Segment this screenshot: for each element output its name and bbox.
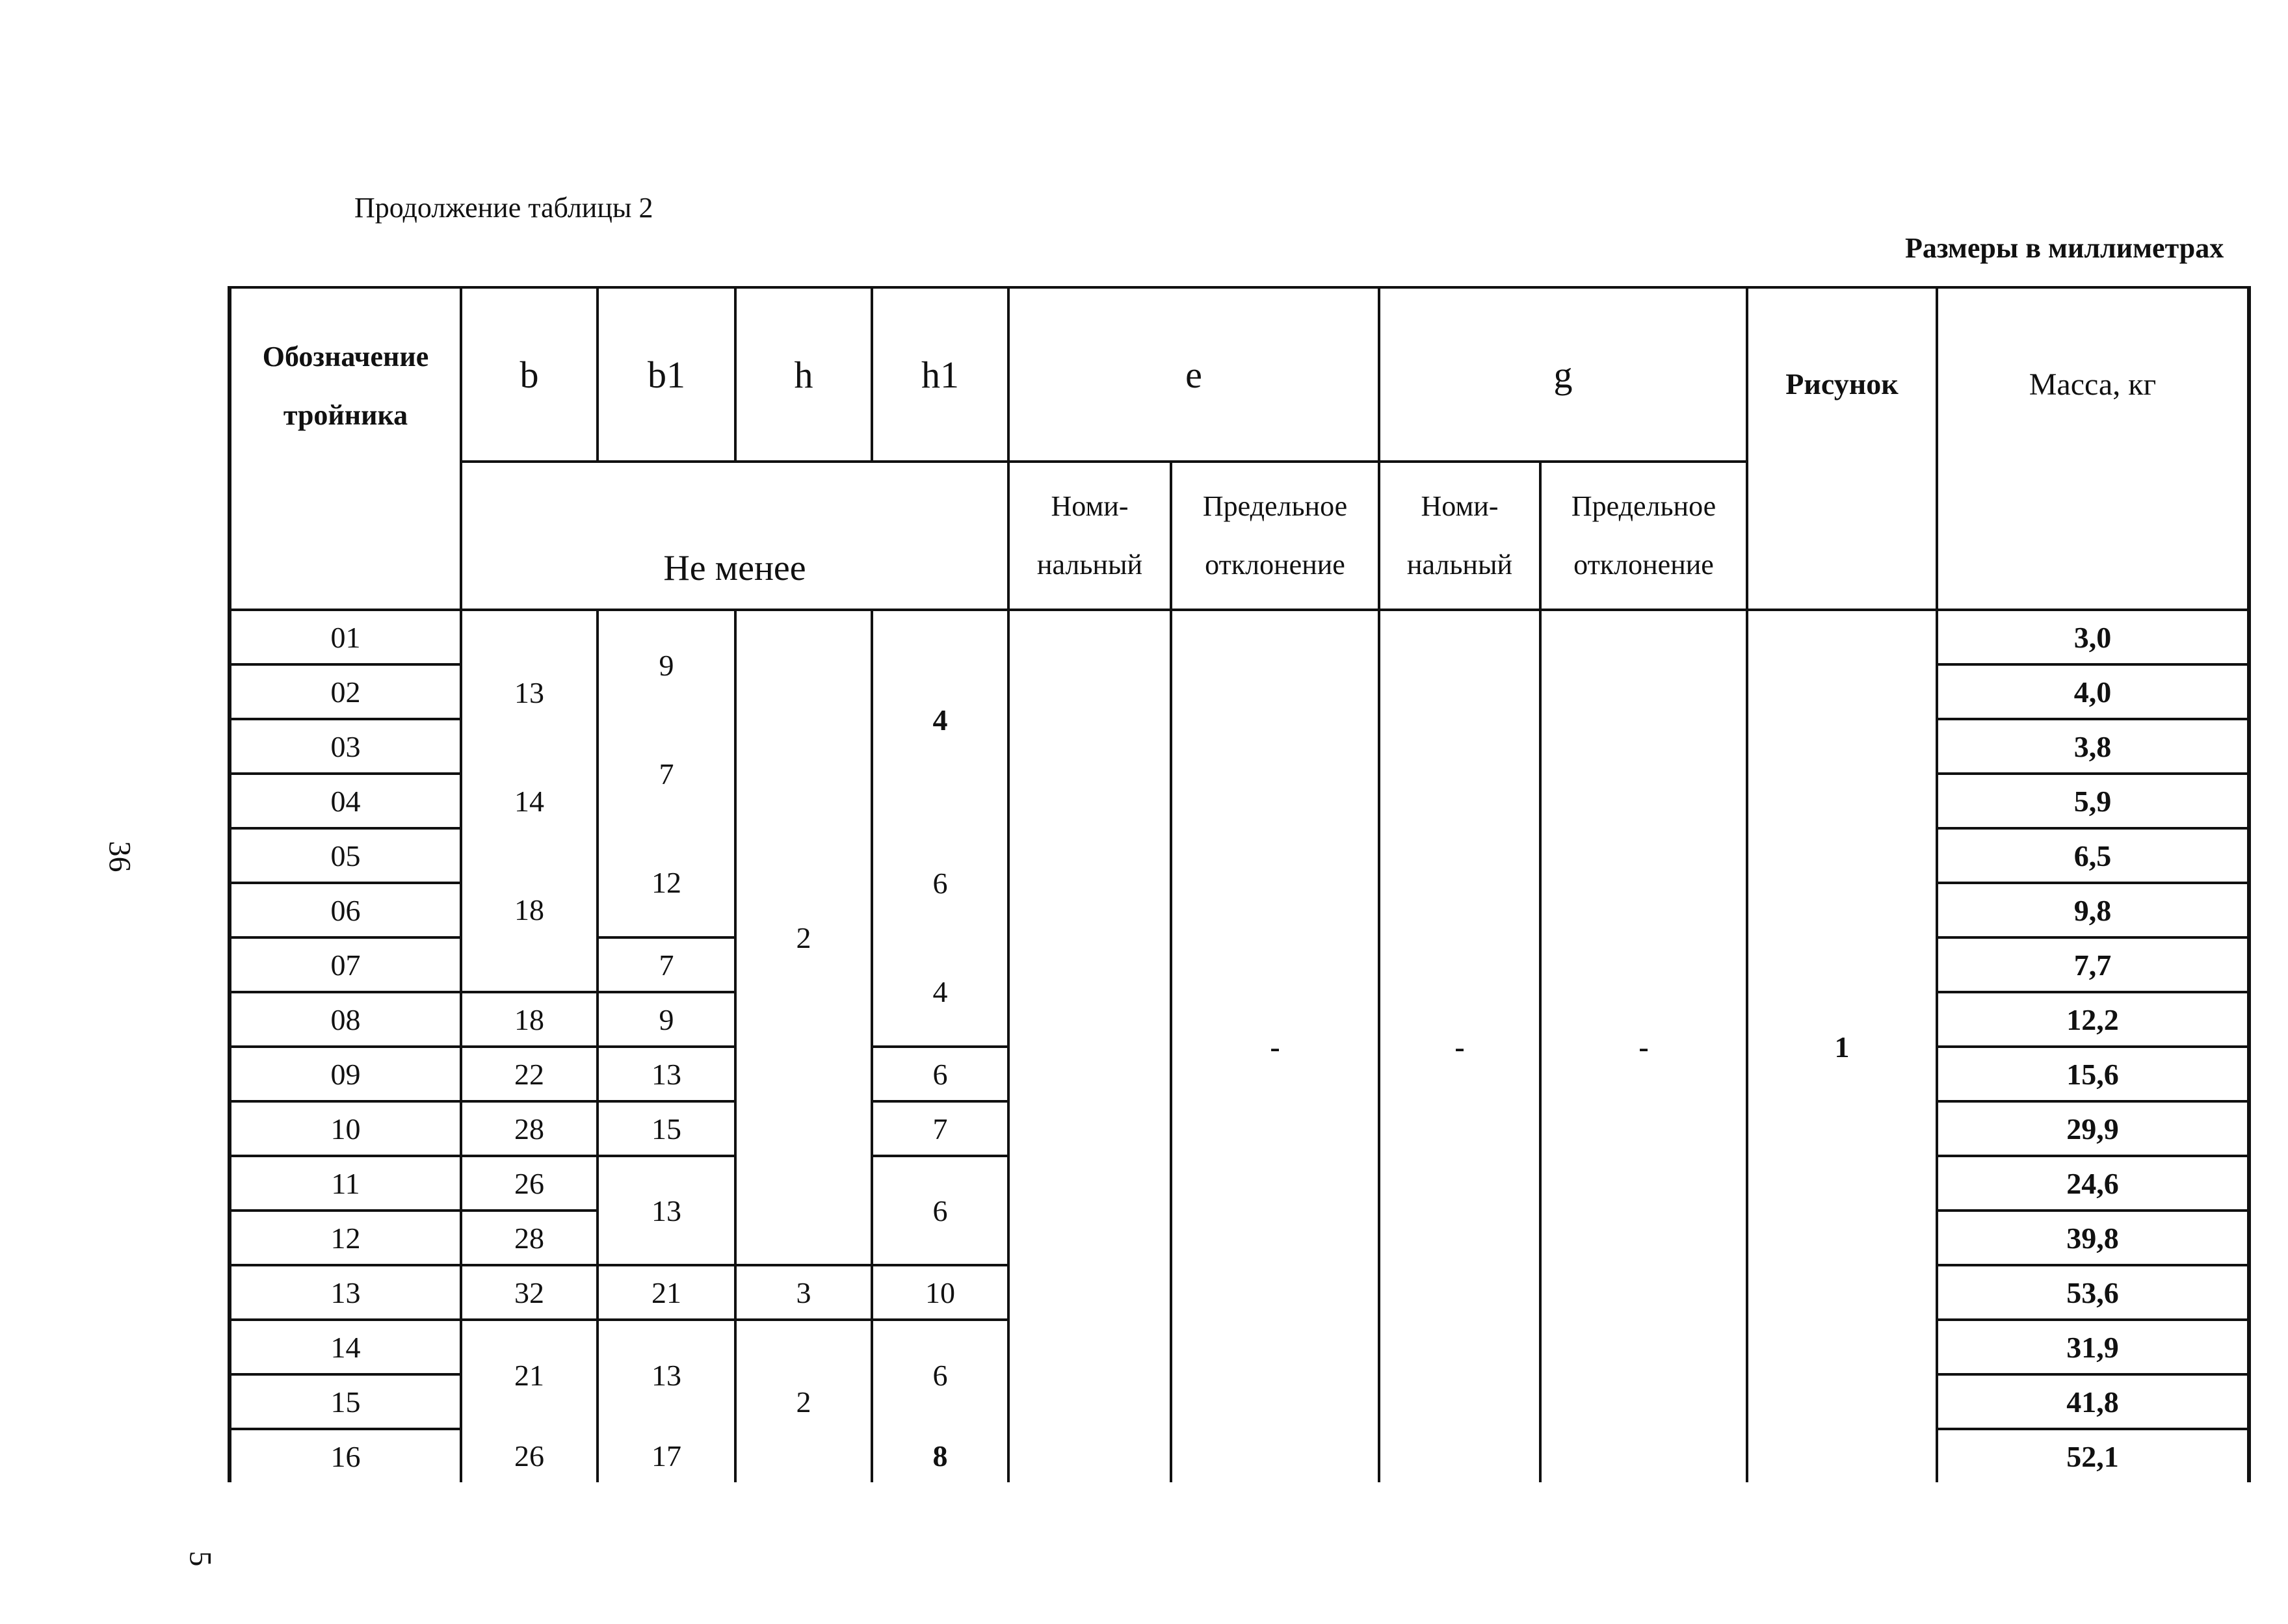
- mass-cell: 3,0: [1937, 610, 2249, 664]
- header-g-tolerance: Предельное отклонение: [1540, 462, 1747, 610]
- b-cell: 28: [461, 1101, 598, 1156]
- header-b1: b1: [598, 287, 735, 462]
- mass-cell: 41,8: [1937, 1374, 2249, 1429]
- b1-cell: 9: [598, 992, 735, 1047]
- b1-cell: 13: [598, 1320, 735, 1429]
- b1-cell: 7: [598, 719, 735, 828]
- mass-cell: 53,6: [1937, 1265, 2249, 1320]
- page-number: 36: [102, 841, 137, 872]
- h1-cell: 7: [872, 1101, 1008, 1156]
- g-nominal-cell: -: [1379, 610, 1540, 1482]
- h1-cell: 8: [872, 1429, 1008, 1482]
- mass-cell: 12,2: [1937, 992, 2249, 1047]
- dimensions-table: [228, 286, 2251, 1482]
- h-cell: 2: [735, 1320, 872, 1482]
- designation-cell: 08: [230, 992, 461, 1047]
- designation-cell: 14: [230, 1320, 461, 1374]
- b1-cell: 12: [598, 828, 735, 937]
- designation-cell: 09: [230, 1047, 461, 1101]
- b-cell: 26: [461, 1429, 598, 1482]
- designation-cell: 12: [230, 1211, 461, 1265]
- mass-cell: 31,9: [1937, 1320, 2249, 1374]
- b-cell: 22: [461, 1047, 598, 1101]
- designation-cell: 06: [230, 883, 461, 937]
- designation-cell: 11: [230, 1156, 461, 1211]
- designation-cell: 01: [230, 610, 461, 664]
- b1-cell: 9: [598, 610, 735, 719]
- header-mass: Масса, кг: [1937, 287, 2249, 610]
- h1-cell: 10: [872, 1265, 1008, 1320]
- b-cell: 14: [461, 774, 598, 828]
- figure-cell: 1: [1747, 610, 1937, 1482]
- h-cell: 2: [735, 610, 872, 1265]
- designation-cell: 03: [230, 719, 461, 774]
- header-not-less: Не менее: [461, 462, 1008, 610]
- h1-cell: 6: [872, 1047, 1008, 1101]
- b-cell: 13: [461, 610, 598, 774]
- b1-cell: 13: [598, 1047, 735, 1101]
- mass-cell: 29,9: [1937, 1101, 2249, 1156]
- page-mark: 5: [183, 1551, 218, 1567]
- b1-cell: 7: [598, 937, 735, 992]
- mass-cell: 6,5: [1937, 828, 2249, 883]
- header-e: e: [1008, 287, 1379, 462]
- g-tolerance-cell: -: [1540, 610, 1747, 1482]
- h1-cell: 4: [872, 610, 1008, 828]
- b-cell: 32: [461, 1265, 598, 1320]
- b-cell: 26: [461, 1156, 598, 1211]
- units-caption: Размеры в миллиметрах: [1905, 232, 2224, 264]
- b1-cell: 15: [598, 1101, 735, 1156]
- h1-cell: 6: [872, 1320, 1008, 1429]
- mass-cell: 52,1: [1937, 1429, 2249, 1482]
- b1-cell: 17: [598, 1429, 735, 1482]
- header-e-nominal: Номи-нальный: [1008, 462, 1171, 610]
- designation-cell: 02: [230, 664, 461, 719]
- h1-cell: 4: [872, 937, 1008, 1047]
- b1-cell: 13: [598, 1156, 735, 1265]
- header-h: h: [735, 287, 872, 462]
- mass-cell: 7,7: [1937, 937, 2249, 992]
- b-cell: 21: [461, 1320, 598, 1429]
- mass-cell: 3,8: [1937, 719, 2249, 774]
- table-continuation-caption: Продолжение таблицы 2: [354, 192, 653, 224]
- b-cell: 28: [461, 1211, 598, 1265]
- header-g-nominal: Номи-нальный: [1379, 462, 1540, 610]
- designation-cell: 05: [230, 828, 461, 883]
- designation-cell: 07: [230, 937, 461, 992]
- h1-cell: 6: [872, 1156, 1008, 1265]
- designation-cell: 04: [230, 774, 461, 828]
- designation-cell: 13: [230, 1265, 461, 1320]
- header-e-tolerance: Предельное отклонение: [1171, 462, 1379, 610]
- e-nominal-cell: [1008, 610, 1171, 1482]
- header-designation: Обозначение тройника: [230, 287, 461, 610]
- header-h1: h1: [872, 287, 1008, 462]
- mass-cell: 5,9: [1937, 774, 2249, 828]
- mass-cell: 24,6: [1937, 1156, 2249, 1211]
- header-g: g: [1379, 287, 1747, 462]
- designation-cell: 10: [230, 1101, 461, 1156]
- b1-cell: 21: [598, 1265, 735, 1320]
- header-b: b: [461, 287, 598, 462]
- mass-cell: 39,8: [1937, 1211, 2249, 1265]
- mass-cell: 9,8: [1937, 883, 2249, 937]
- e-tolerance-cell: -: [1171, 610, 1379, 1482]
- b-cell: 18: [461, 992, 598, 1047]
- h1-cell: 6: [872, 828, 1008, 937]
- b-cell: 18: [461, 828, 598, 992]
- h-cell: 3: [735, 1265, 872, 1320]
- designation-cell: 15: [230, 1374, 461, 1429]
- header-figure: Рисунок: [1747, 287, 1937, 610]
- designation-cell: 16: [230, 1429, 461, 1482]
- mass-cell: 4,0: [1937, 664, 2249, 719]
- mass-cell: 15,6: [1937, 1047, 2249, 1101]
